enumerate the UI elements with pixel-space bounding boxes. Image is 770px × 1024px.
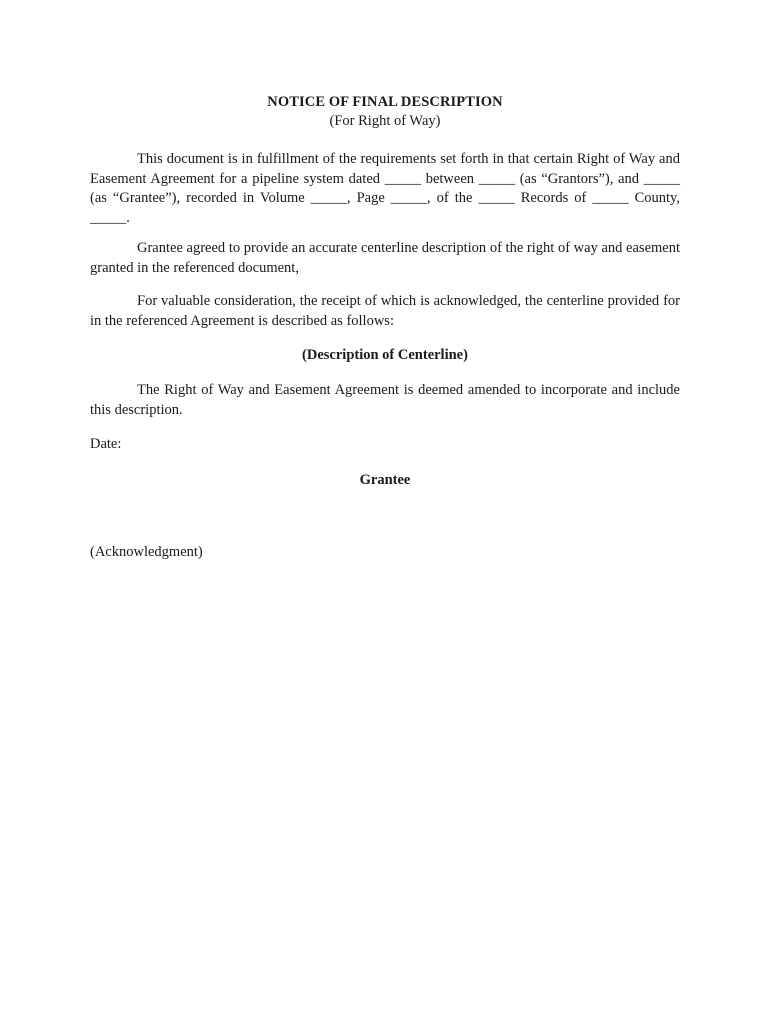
centerline-heading: (Description of Centerline) — [302, 347, 468, 363]
amendment-paragraph: The Right of Way and Easement Agreement is deemed amended to incorporate and include this description. — [90, 382, 680, 418]
acknowledgment-label: (Acknowledgment) — [90, 544, 203, 560]
document-title: NOTICE OF FINAL DESCRIPTION — [267, 94, 503, 110]
grantee-label: Grantee — [359, 472, 411, 488]
document-subtitle: (For Right of Way) — [329, 113, 441, 129]
centerline-agreement-paragraph: Grantee agreed to provide an accurate centerline description of the right of way and easement granted in the referenced document, — [90, 240, 680, 276]
date-label: Date: — [90, 436, 122, 452]
consideration-paragraph: For valuable consideration, the receipt of which is acknowledged, the centerline provided for in the referenced Agreement is described as follows: — [90, 293, 680, 329]
fulfillment-paragraph: This document is in fulfillment of the requirements set forth in that certain Right of Way and Easement Agreement for a pipeline system dated _____ between _____ (as “Grantors”), and _____ (as “Grantee”), recorded in Volume _____, Page _____, of the _____ Records of _____ County, _____. — [90, 151, 680, 226]
